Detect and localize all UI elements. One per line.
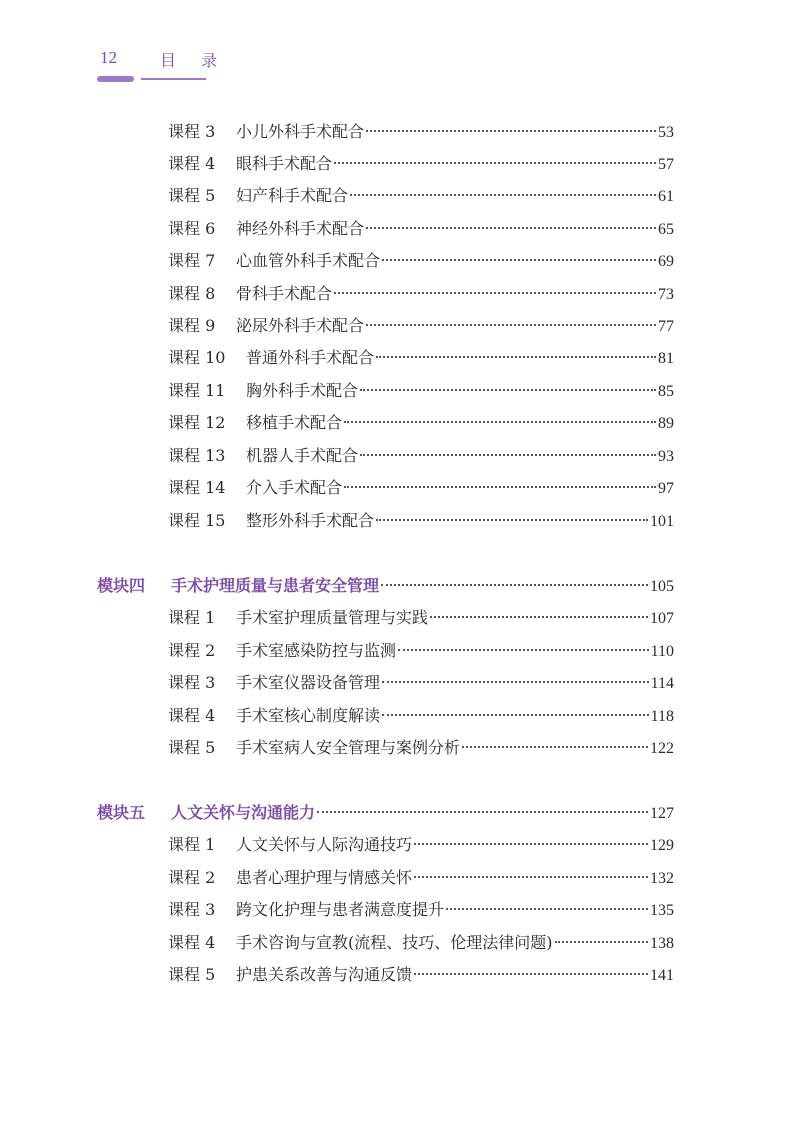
toc-entry[interactable] [168, 183, 674, 209]
toc-entry[interactable] [168, 897, 674, 923]
header-title: 目 录 [160, 51, 228, 70]
entry-page: 135 [650, 902, 674, 919]
entry-label: 课程 10 [168, 348, 226, 367]
toc-entry[interactable] [168, 865, 674, 891]
dot-leader [366, 324, 656, 326]
dot-leader [317, 811, 648, 813]
module-title: 人文关怀与沟通能力 [171, 803, 316, 822]
entry-page: 122 [650, 740, 674, 757]
dot-leader [334, 162, 656, 164]
entry-title: 心血管外科手术配合 [236, 251, 381, 270]
dot-leader [350, 194, 656, 196]
entry-title: 患者心理护理与情感关怀 [236, 868, 413, 887]
toc-entry[interactable] [168, 605, 674, 631]
entry-page: 65 [658, 221, 674, 238]
entry-title: 眼科手术配合 [236, 154, 333, 173]
entry-label: 课程 15 [168, 511, 226, 530]
entry-label: 课程 14 [168, 478, 226, 497]
entry-label: 课程 12 [168, 413, 226, 432]
dot-leader [360, 454, 656, 456]
entry-page: 85 [658, 383, 674, 400]
entry-title: 手术室核心制度解读 [236, 706, 381, 725]
entry-label: 课程 7 [168, 251, 216, 270]
dot-leader [555, 941, 649, 943]
toc-entry[interactable] [168, 119, 674, 145]
entry-label: 课程 4 [168, 933, 216, 952]
entry-page: 107 [650, 610, 674, 627]
entry-label: 课程 2 [168, 868, 216, 887]
dot-leader [462, 746, 648, 748]
entry-label: 课程 2 [168, 641, 216, 660]
entry-title: 小儿外科手术配合 [236, 122, 365, 141]
dot-leader [334, 292, 656, 294]
entry-page: 77 [658, 318, 674, 335]
dot-leader [398, 649, 649, 651]
toc-entry[interactable] [168, 832, 674, 858]
dot-leader [414, 876, 648, 878]
entry-title: 整形外科手术配合 [246, 511, 375, 530]
entry-title: 移植手术配合 [246, 413, 343, 432]
page-number: 12 [100, 48, 117, 67]
entry-title: 泌尿外科手术配合 [236, 316, 365, 335]
toc-entry[interactable] [168, 151, 674, 177]
entry-page: 61 [658, 188, 674, 205]
entry-title: 骨科手术配合 [236, 284, 333, 303]
entry-title: 胸外科手术配合 [246, 381, 359, 400]
entry-page: 101 [650, 513, 674, 530]
toc-entry[interactable] [168, 248, 674, 274]
toc-entry[interactable] [168, 962, 674, 988]
toc-entry[interactable] [168, 735, 674, 761]
entry-label: 课程 5 [168, 186, 216, 205]
entry-title: 机器人手术配合 [246, 446, 359, 465]
dot-leader [344, 486, 656, 488]
toc-entry[interactable] [168, 443, 674, 469]
entry-page: 118 [650, 708, 674, 725]
dot-leader [366, 227, 656, 229]
entry-title: 手术室仪器设备管理 [236, 673, 381, 692]
dot-leader [446, 908, 648, 910]
entry-page: 57 [658, 156, 674, 173]
entry-page: 132 [650, 870, 674, 887]
entry-title: 跨文化护理与患者满意度提升 [236, 900, 445, 919]
toc-module-heading[interactable] [97, 573, 674, 599]
module-title: 手术护理质量与患者安全管理 [171, 576, 380, 595]
entry-title: 护患关系改善与沟通反馈 [236, 965, 413, 984]
entry-page: 110 [650, 643, 674, 660]
toc-entry[interactable] [168, 216, 674, 242]
entry-label: 课程 11 [168, 381, 226, 400]
entry-label: 课程 1 [168, 608, 216, 627]
toc-module-heading[interactable] [97, 800, 674, 826]
dot-leader [366, 130, 656, 132]
entry-page: 105 [650, 578, 674, 595]
entry-label: 课程 3 [168, 900, 216, 919]
entry-page: 53 [658, 124, 674, 141]
entry-label: 课程 6 [168, 219, 216, 238]
entry-label: 课程 8 [168, 284, 216, 303]
entry-page: 89 [658, 415, 674, 432]
module-label: 模块四 [97, 576, 146, 595]
entry-page: 141 [650, 967, 674, 984]
toc-entry[interactable] [168, 670, 674, 696]
entry-title: 介入手术配合 [246, 478, 343, 497]
dot-leader [414, 973, 648, 975]
entry-label: 课程 4 [168, 154, 216, 173]
toc-entry[interactable] [168, 281, 674, 307]
toc-entry[interactable] [168, 703, 674, 729]
entry-title: 手术室感染防控与监测 [236, 641, 397, 660]
dot-leader [376, 356, 656, 358]
entry-label: 课程 5 [168, 738, 216, 757]
toc-entry[interactable] [168, 378, 674, 404]
entry-page: 129 [650, 837, 674, 854]
entry-page: 81 [658, 350, 674, 367]
toc-entry[interactable] [168, 638, 674, 664]
entry-page: 93 [658, 448, 674, 465]
entry-label: 课程 9 [168, 316, 216, 335]
dot-leader [376, 519, 648, 521]
entry-page: 114 [650, 675, 674, 692]
dot-leader [430, 616, 648, 618]
toc-entry[interactable] [168, 410, 674, 436]
entry-page: 127 [650, 805, 674, 822]
entry-page: 138 [650, 935, 674, 952]
entry-label: 课程 1 [168, 835, 216, 854]
entry-title: 手术咨询与宣教(流程、技巧、伦理法律问题) [236, 933, 553, 952]
dot-leader [382, 681, 649, 683]
entry-label: 课程 3 [168, 673, 216, 692]
toc-entry[interactable] [168, 475, 674, 501]
toc-entry[interactable] [168, 930, 674, 956]
entry-label: 课程 5 [168, 965, 216, 984]
entry-label: 课程 3 [168, 122, 216, 141]
entry-title: 妇产科手术配合 [236, 186, 349, 205]
entry-title: 普通外科手术配合 [246, 348, 375, 367]
toc-entry[interactable] [168, 508, 674, 534]
dot-leader [344, 421, 656, 423]
entry-page: 97 [658, 480, 674, 497]
entry-title: 神经外科手术配合 [236, 219, 365, 238]
dot-leader [382, 714, 649, 716]
dot-leader [382, 259, 656, 261]
entry-page: 73 [658, 286, 674, 303]
dot-leader [381, 584, 648, 586]
module-label: 模块五 [97, 803, 146, 822]
entry-label: 课程 4 [168, 706, 216, 725]
entry-title: 手术室护理质量管理与实践 [236, 608, 429, 627]
toc-entry[interactable] [168, 345, 674, 371]
dot-leader [414, 843, 648, 845]
entry-title: 手术室病人安全管理与案例分析 [236, 738, 461, 757]
entry-label: 课程 13 [168, 446, 226, 465]
entry-page: 69 [658, 253, 674, 270]
entry-title: 人文关怀与人际沟通技巧 [236, 835, 413, 854]
toc-entry[interactable] [168, 313, 674, 339]
dot-leader [360, 389, 656, 391]
